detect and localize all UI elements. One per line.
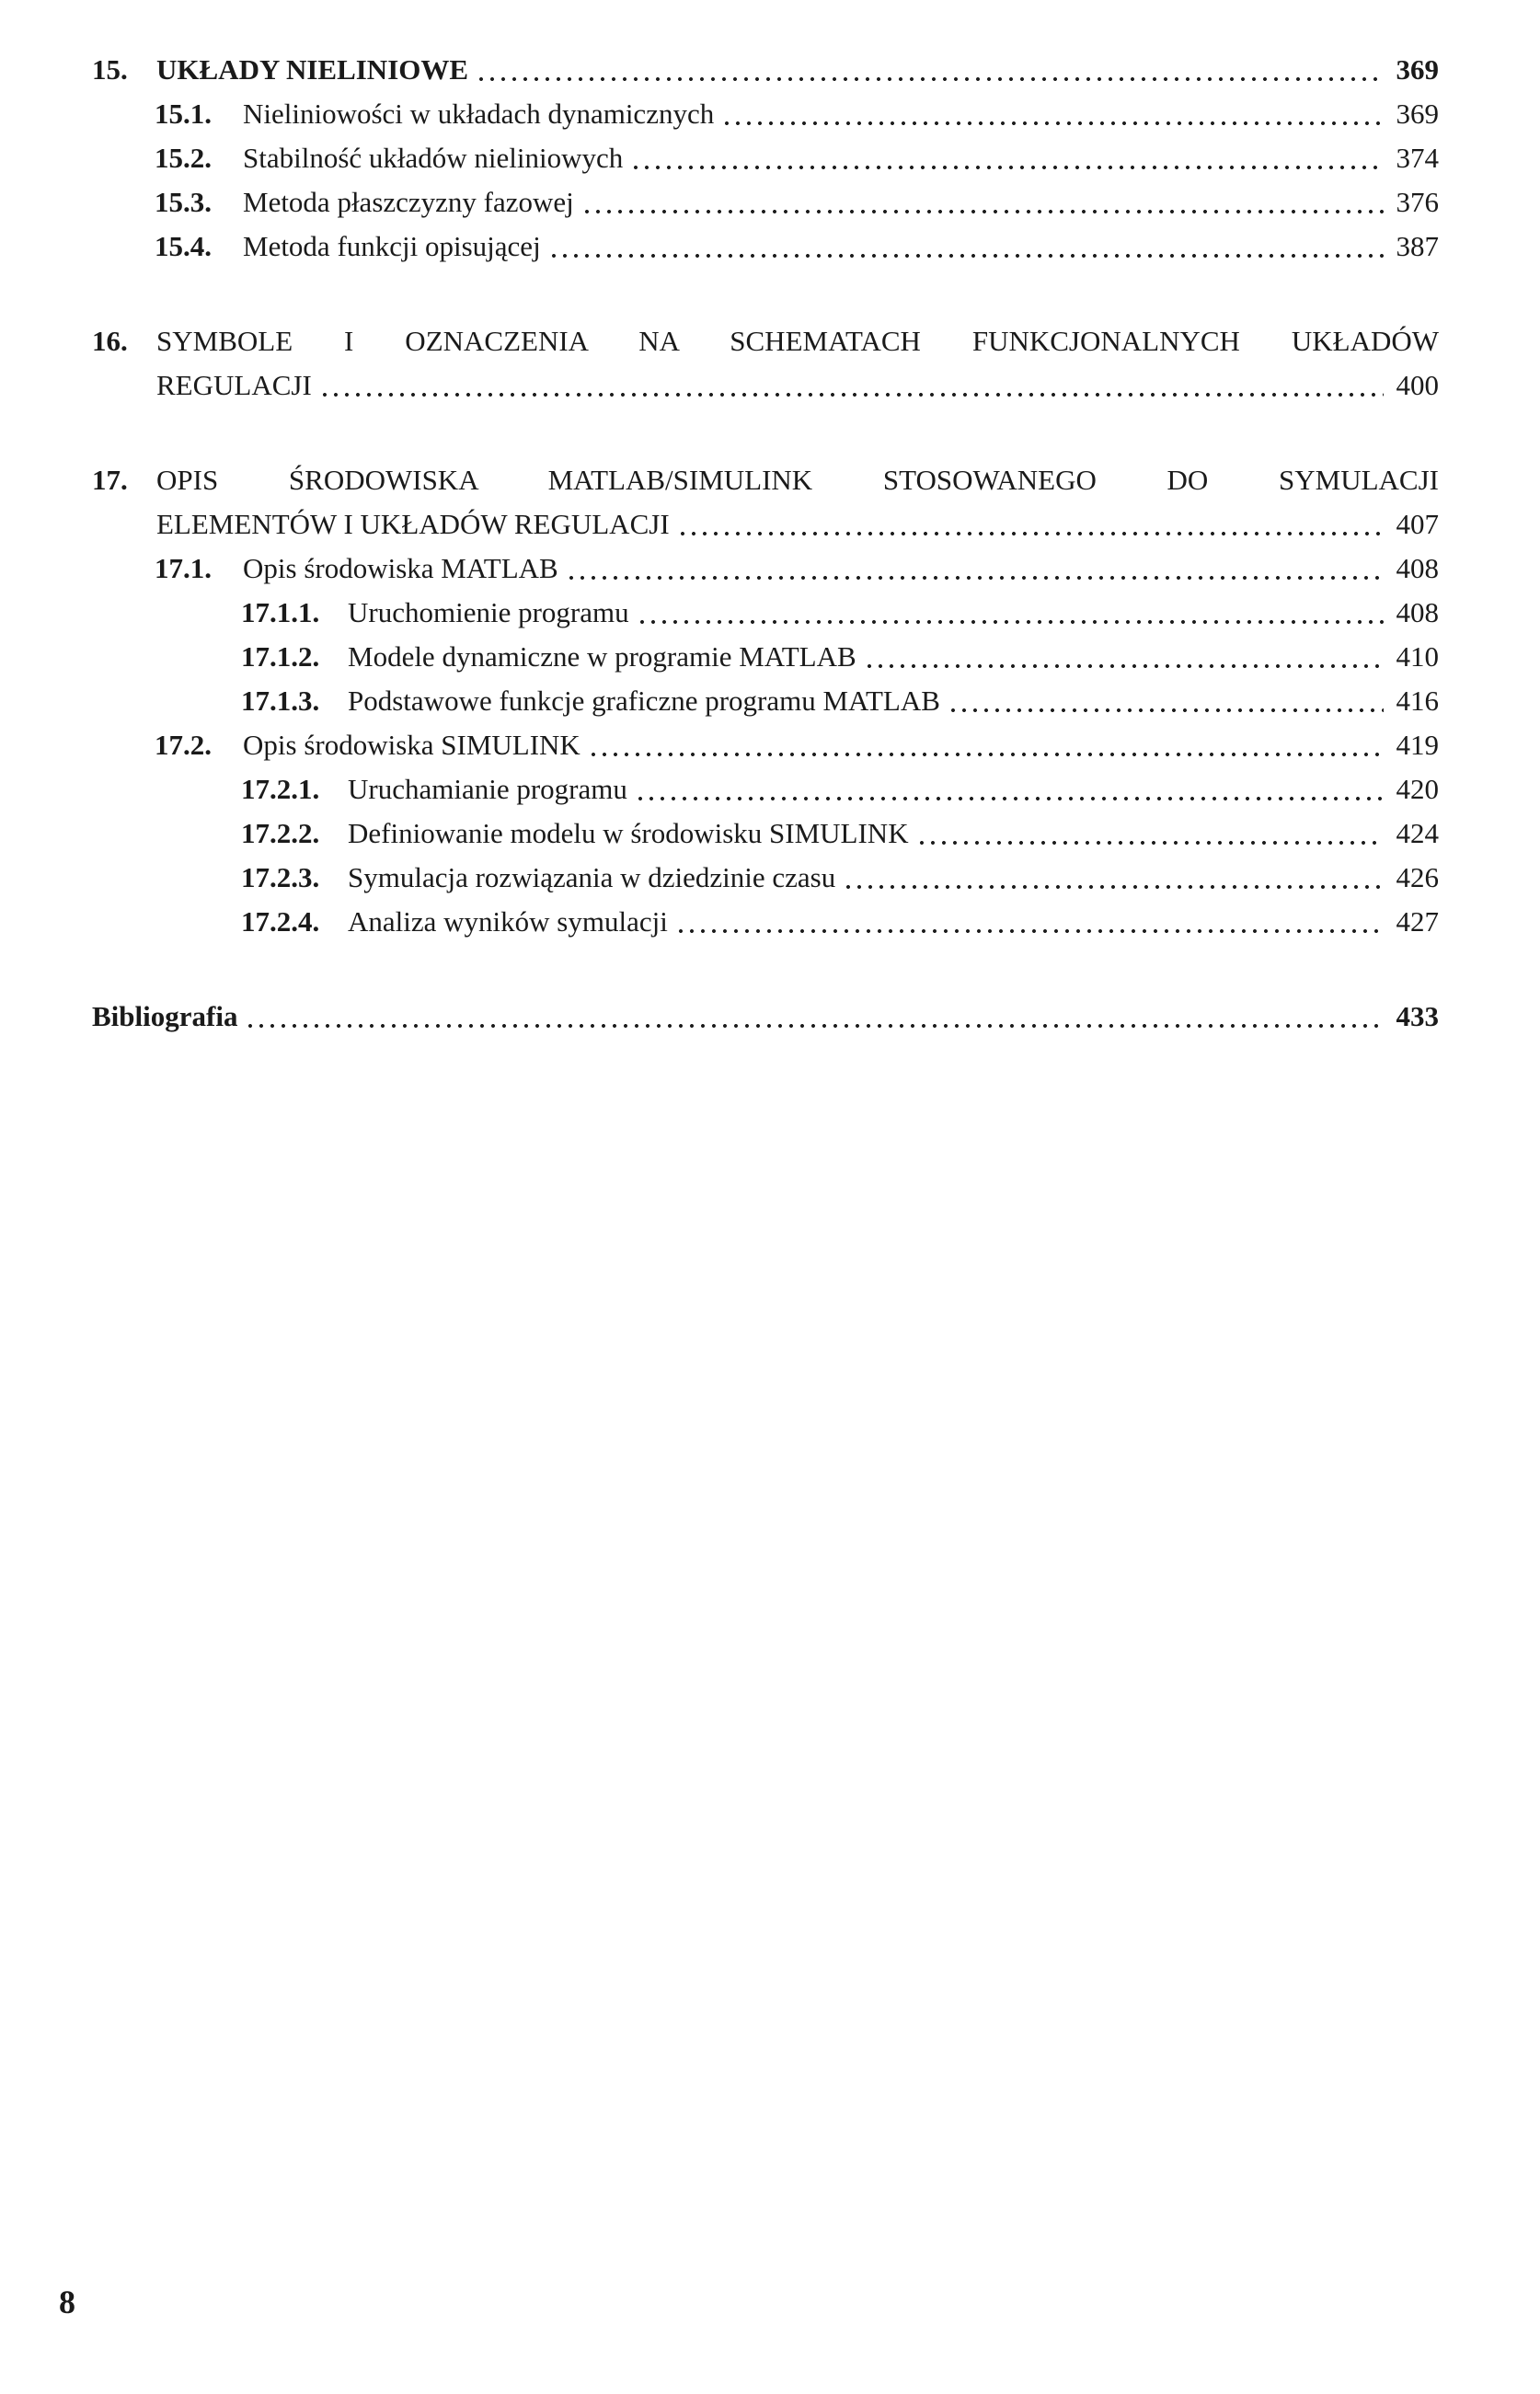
toc-entry-last-line [156, 363, 1439, 408]
toc-entry-content [348, 635, 1439, 679]
toc-entry-number: 15.4. [155, 230, 212, 262]
toc-entry [241, 856, 1439, 900]
toc-entry-last-line [348, 856, 1439, 900]
toc-entry-page: 400 [1396, 369, 1439, 401]
toc-entry-number: 17.1. [155, 552, 212, 584]
dot-leader [721, 116, 1384, 131]
toc-entry-number: 17.2.1. [241, 773, 320, 805]
dot-leader [581, 204, 1384, 219]
toc-entry-title: Nieliniowości w układach dynamicznych [243, 98, 715, 130]
toc-entry-number: 17.2. [155, 729, 212, 761]
dot-leader [675, 924, 1384, 938]
toc-entry-title-line: SYMBOLE I OZNACZENIA NA SCHEMATACH FUNKCJONALNYCH UKŁADÓW [156, 325, 1439, 357]
toc-entry-last-line [243, 224, 1439, 269]
dot-leader [637, 615, 1384, 629]
toc-entry-page: 408 [1396, 596, 1439, 628]
toc-entry-page: 420 [1396, 773, 1439, 805]
toc-entry-last-line [348, 900, 1439, 944]
toc-entry-page: 424 [1396, 817, 1439, 849]
toc-entry-title: Metoda płaszczyzny fazowej [243, 186, 574, 218]
toc-entry [155, 547, 1439, 591]
page-number-footer: 8 [59, 2284, 75, 2320]
toc-entry-last-line [156, 48, 1439, 92]
toc-entry-page: 369 [1396, 53, 1439, 86]
dot-leader [677, 526, 1384, 541]
toc-entry [155, 180, 1439, 224]
dot-leader [588, 747, 1384, 762]
toc-entry-title: REGULACJI [156, 369, 312, 401]
toc-entry-page: 433 [1396, 1000, 1439, 1032]
toc-entry-last-line [243, 547, 1439, 591]
dot-leader [635, 791, 1384, 806]
toc-entry-number: 15.2. [155, 142, 212, 174]
toc-entry-content [243, 723, 1439, 767]
dot-leader [864, 659, 1384, 673]
toc-entry-page: 427 [1396, 905, 1439, 938]
toc-entry-title: ELEMENTÓW I UKŁADÓW REGULACJI [156, 508, 670, 540]
toc-entry-last-line [348, 767, 1439, 811]
toc-entry-page: 426 [1396, 861, 1439, 893]
dot-leader [948, 703, 1384, 718]
toc-entry [155, 92, 1439, 136]
toc-entry [241, 811, 1439, 856]
toc-entry [155, 723, 1439, 767]
toc-entry-content [156, 458, 1439, 547]
toc-entry [241, 767, 1439, 811]
toc-entry-title: Opis środowiska SIMULINK [243, 729, 580, 761]
toc-entry-page: 416 [1396, 685, 1439, 717]
toc-entry-content [348, 591, 1439, 635]
toc-entry-content [156, 319, 1439, 408]
toc-entry-number: 17.2.2. [241, 817, 320, 849]
toc-entry-last-line [243, 723, 1439, 767]
toc-entry [241, 635, 1439, 679]
toc-entry-last-line [243, 136, 1439, 180]
toc-entry-number: 17.1.1. [241, 596, 320, 628]
toc-entry-number: 16. [92, 325, 128, 357]
toc-entry-content [348, 856, 1439, 900]
toc-entry-last-line [243, 180, 1439, 224]
toc-entry-number: 17. [92, 464, 128, 496]
toc-entry-number: 17.1.2. [241, 640, 320, 673]
table-of-contents [92, 48, 1439, 1039]
toc-entry-number: 15.1. [155, 98, 212, 130]
toc-entry-title: Bibliografia [92, 1000, 238, 1032]
toc-entry-content [348, 900, 1439, 944]
toc-entry [155, 224, 1439, 269]
dot-leader [476, 72, 1384, 86]
toc-entry-content [243, 92, 1439, 136]
toc-entry [241, 591, 1439, 635]
toc-entry-page: 408 [1396, 552, 1439, 584]
toc-entry-page: 374 [1396, 142, 1439, 174]
toc-entry-title: Uruchomienie programu [348, 596, 629, 628]
toc-entry-number: 17.2.4. [241, 905, 320, 938]
toc-entry-page: 387 [1396, 230, 1439, 262]
toc-entry [241, 900, 1439, 944]
toc-entry-content [243, 547, 1439, 591]
dot-leader [566, 570, 1384, 585]
toc-entry [92, 458, 1439, 547]
toc-entry-title: Metoda funkcji opisującej [243, 230, 541, 262]
toc-entry-title-line: OPIS ŚRODOWISKA MATLAB/SIMULINK STOSOWANEGO DO SYMULACJI [156, 464, 1439, 496]
toc-entry-content [243, 224, 1439, 269]
toc-entry-last-line [92, 995, 1439, 1039]
toc-entry-last-line [348, 635, 1439, 679]
toc-entry-number: 15. [92, 53, 128, 86]
toc-entry-content [348, 679, 1439, 723]
toc-entry-content [243, 180, 1439, 224]
toc-entry [92, 319, 1439, 408]
dot-leader [548, 248, 1384, 263]
toc-entry-page: 407 [1396, 508, 1439, 540]
dot-leader [319, 387, 1384, 402]
toc-entry-last-line [243, 92, 1439, 136]
toc-entry-last-line [348, 591, 1439, 635]
toc-entry-number: 17.2.3. [241, 861, 320, 893]
toc-entry-title: Podstawowe funkcje graficzne programu MATLAB [348, 685, 940, 717]
toc-entry-page: 410 [1396, 640, 1439, 673]
toc-entry-content [156, 48, 1439, 92]
toc-entry-content [348, 767, 1439, 811]
toc-entry-title: UKŁADY NIELINIOWE [156, 53, 469, 86]
toc-entry-page: 369 [1396, 98, 1439, 130]
toc-entry-title: Modele dynamiczne w programie MATLAB [348, 640, 856, 673]
toc-entry-content [92, 995, 1439, 1039]
dot-leader [245, 1019, 1384, 1033]
toc-entry-title: Opis środowiska MATLAB [243, 552, 558, 584]
toc-entry-title: Definiowanie modelu w środowisku SIMULINK [348, 817, 909, 849]
dot-leader [630, 160, 1384, 175]
toc-entry [92, 48, 1439, 92]
toc-entry-content [243, 136, 1439, 180]
toc-entry [155, 136, 1439, 180]
toc-entry-title: Stabilność układów nieliniowych [243, 142, 624, 174]
toc-entry-last-line [348, 811, 1439, 856]
toc-entry-page: 419 [1396, 729, 1439, 761]
dot-leader [843, 880, 1384, 894]
toc-entry-content [348, 811, 1439, 856]
toc-entry-title: Analiza wyników symulacji [348, 905, 668, 938]
dot-leader [916, 835, 1384, 850]
toc-entry [241, 679, 1439, 723]
toc-entry-number: 15.3. [155, 186, 212, 218]
toc-entry-title: Uruchamianie programu [348, 773, 627, 805]
toc-entry [92, 995, 1439, 1039]
toc-entry-page: 376 [1396, 186, 1439, 218]
toc-entry-title: Symulacja rozwiązania w dziedzinie czasu [348, 861, 836, 893]
toc-entry-last-line [348, 679, 1439, 723]
toc-entry-number: 17.1.3. [241, 685, 320, 717]
toc-entry-last-line [156, 502, 1439, 547]
